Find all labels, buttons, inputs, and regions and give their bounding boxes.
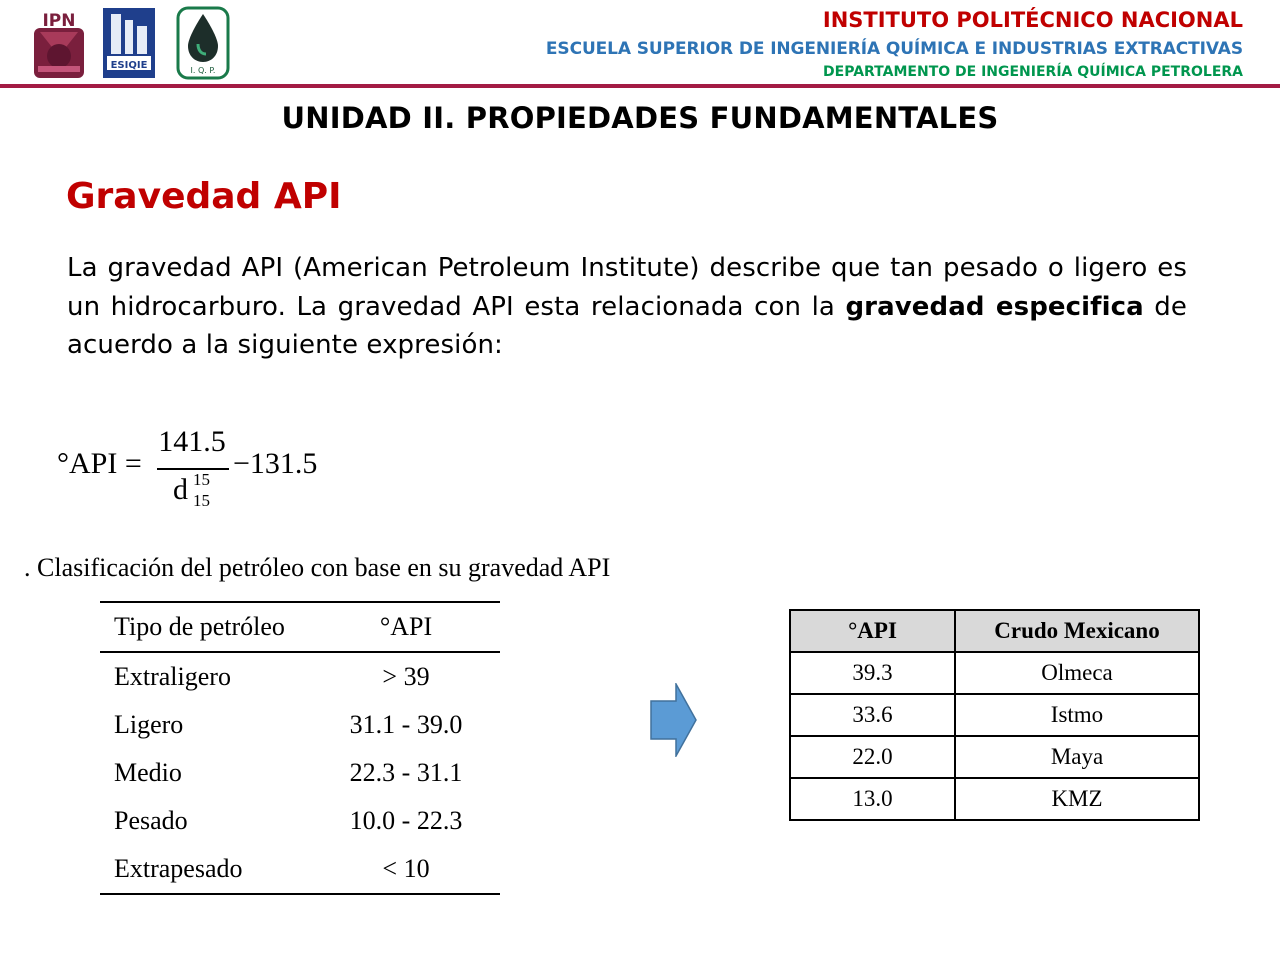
- paragraph-bold-term: gravedad especifica: [845, 291, 1144, 322]
- svg-text:I. Q. P.: I. Q. P.: [190, 66, 216, 75]
- mexican-crude-table: [789, 609, 1200, 821]
- description-paragraph: [67, 249, 1187, 365]
- formula-rhs: −131.5: [233, 447, 318, 480]
- cell-api: 22.3 - 31.1: [349, 758, 463, 787]
- formula-lhs: °API =: [57, 447, 142, 480]
- department-name: DEPARTAMENTO DE INGENIERÍA QUÍMICA PETROLERA: [823, 64, 1243, 80]
- table-row: [790, 736, 1199, 778]
- svg-text:IPN: IPN: [42, 11, 76, 31]
- cell-type: Ligero: [114, 710, 184, 739]
- classification-caption: . Clasificación del petróleo con base en su gravedad API: [24, 553, 611, 582]
- header-cell: Tipo de petróleo: [114, 612, 285, 641]
- table-header-row: [100, 603, 500, 653]
- unit-title: UNIDAD II. PROPIEDADES FUNDAMENTALES: [281, 101, 999, 135]
- table-row: [100, 701, 500, 749]
- cell-crude: KMZ: [955, 778, 1199, 820]
- header-cell: °API: [790, 610, 955, 652]
- cell-api: 10.0 - 22.3: [349, 806, 463, 835]
- cell-api: 13.0: [790, 778, 955, 820]
- institute-name: INSTITUTO POLITÉCNICO NACIONAL: [822, 8, 1243, 32]
- cell-type: Extrapesado: [114, 854, 243, 883]
- header-divider: [0, 84, 1280, 88]
- table-row: [100, 845, 500, 893]
- ipn-logo-icon: [32, 6, 86, 85]
- cell-api: 39.3: [790, 652, 955, 694]
- paragraph-part1: La gravedad API (American Petroleum Institute) describe que tan pesado o ligero es un hidrocarburo. La gravedad API esta relacionada con la: [67, 253, 1187, 322]
- header-cell: Crudo Mexicano: [955, 610, 1199, 652]
- table-header-row: [790, 610, 1199, 652]
- cell-crude: Maya: [955, 736, 1199, 778]
- table-row: [790, 778, 1199, 820]
- table-row: [100, 653, 500, 701]
- formula-subscript: 15: [193, 491, 210, 510]
- cell-api: 31.1 - 39.0: [349, 710, 463, 739]
- table-row: [100, 797, 500, 845]
- iqp-logo-icon: [176, 6, 230, 85]
- cell-api: 22.0: [790, 736, 955, 778]
- right-arrow-icon: [650, 683, 698, 762]
- cell-crude: Istmo: [955, 694, 1199, 736]
- header-cell: °API: [379, 612, 433, 641]
- formula-superscript: 15: [193, 470, 210, 489]
- cell-type: Pesado: [114, 806, 188, 835]
- esiqie-logo-icon: [101, 6, 157, 85]
- formula-numerator: 141.5: [158, 425, 226, 458]
- table-row: [790, 652, 1199, 694]
- table-row: [100, 749, 500, 797]
- section-title: Gravedad API: [66, 176, 342, 217]
- classification-table: [100, 601, 500, 895]
- svg-text:ESIQIE: ESIQIE: [110, 60, 148, 71]
- formula-denominator: d: [173, 473, 188, 506]
- school-name: ESCUELA SUPERIOR DE INGENIERÍA QUÍMICA E INDUSTRIAS EXTRACTIVAS: [545, 39, 1243, 59]
- cell-api: < 10: [382, 854, 430, 883]
- cell-type: Medio: [114, 758, 182, 787]
- table-row: [790, 694, 1199, 736]
- cell-api: > 39: [382, 662, 430, 691]
- cell-crude: Olmeca: [955, 652, 1199, 694]
- cell-type: Extraligero: [114, 662, 231, 691]
- paragraph-part2: de acuerdo a la siguiente expresión:: [67, 291, 1187, 360]
- cell-api: 33.6: [790, 694, 955, 736]
